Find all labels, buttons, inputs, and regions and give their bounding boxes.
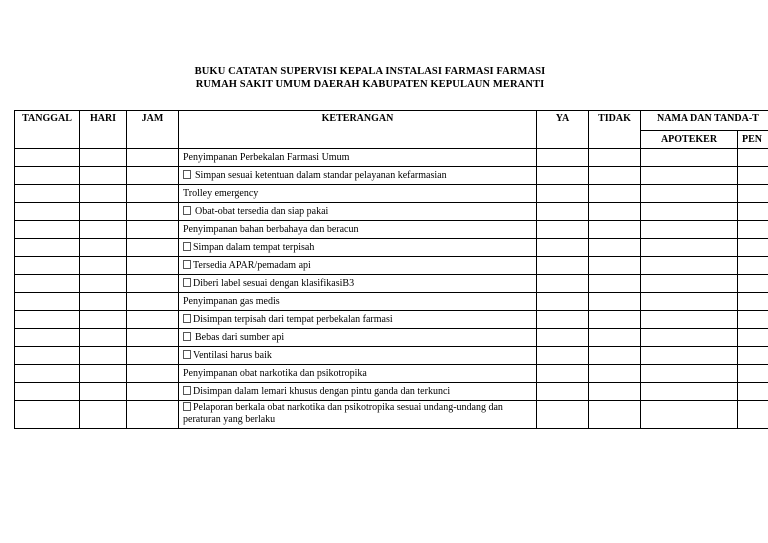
- keterangan-text: Diberi label sesuai dengan klasifikasiB3: [193, 278, 355, 289]
- tanggal-cell: [15, 257, 80, 275]
- keterangan-cell: [179, 257, 537, 275]
- header-tidak: TIDAK: [589, 111, 641, 149]
- apoteker-cell: [641, 185, 738, 203]
- jam-cell: [127, 347, 179, 365]
- pen-cell: [738, 275, 768, 293]
- tidak-cell: [589, 167, 641, 185]
- jam-cell: [127, 167, 179, 185]
- pen-cell: [738, 149, 768, 167]
- keterangan-text: Trolley emergency: [183, 188, 259, 199]
- tanggal-cell: [15, 149, 80, 167]
- tanggal-cell: [15, 383, 80, 401]
- tanggal-cell: [15, 239, 80, 257]
- jam-cell: [127, 185, 179, 203]
- ya-cell: [537, 347, 589, 365]
- pen-cell: [738, 185, 768, 203]
- table-row: [15, 167, 768, 185]
- pen-cell: [738, 221, 768, 239]
- apoteker-cell: [641, 167, 738, 185]
- keterangan-cell: [179, 293, 537, 311]
- ya-cell: [537, 329, 589, 347]
- header-nama-dan-tanda-tangan: NAMA DAN TANDA-T: [641, 111, 768, 131]
- header-keterangan: KETERANGAN: [179, 111, 537, 149]
- keterangan-cell: [179, 275, 537, 293]
- jam-cell: [127, 257, 179, 275]
- header-tanggal: TANGGAL: [15, 111, 80, 149]
- apoteker-cell: [641, 401, 738, 429]
- tanggal-cell: [15, 329, 80, 347]
- apoteker-cell: [641, 365, 738, 383]
- keterangan-text: Pelaporan berkala obat narkotika dan psikotropika sesuai undang-undang dan peraturan yang berlaku: [183, 402, 503, 425]
- hari-cell: [80, 203, 127, 221]
- checkbox-icon: [183, 242, 191, 251]
- pen-cell: [738, 383, 768, 401]
- jam-cell: [127, 293, 179, 311]
- checkbox-icon: [183, 260, 191, 269]
- tidak-cell: [589, 383, 641, 401]
- tidak-cell: [589, 311, 641, 329]
- tidak-cell: [589, 149, 641, 167]
- keterangan-cell: [179, 221, 537, 239]
- table-row: [15, 239, 768, 257]
- apoteker-cell: [641, 149, 738, 167]
- tanggal-cell: [15, 311, 80, 329]
- pen-cell: [738, 239, 768, 257]
- keterangan-text: Penyimpanan gas medis: [183, 296, 280, 307]
- table-row: [15, 293, 768, 311]
- tidak-cell: [589, 239, 641, 257]
- hari-cell: [80, 239, 127, 257]
- tanggal-cell: [15, 203, 80, 221]
- tidak-cell: [589, 365, 641, 383]
- checkbox-icon: [183, 206, 191, 215]
- hari-cell: [80, 185, 127, 203]
- hari-cell: [80, 347, 127, 365]
- table-row: [15, 149, 768, 167]
- tidak-cell: [589, 293, 641, 311]
- tidak-cell: [589, 275, 641, 293]
- ya-cell: [537, 311, 589, 329]
- table-row: [15, 383, 768, 401]
- hari-cell: [80, 329, 127, 347]
- ya-cell: [537, 275, 589, 293]
- table-body: [15, 149, 768, 429]
- jam-cell: [127, 383, 179, 401]
- table-row: [15, 311, 768, 329]
- tidak-cell: [589, 401, 641, 429]
- header-hari: HARI: [80, 111, 127, 149]
- keterangan-cell: [179, 203, 537, 221]
- jam-cell: [127, 239, 179, 257]
- pen-cell: [738, 293, 768, 311]
- hari-cell: [80, 149, 127, 167]
- tanggal-cell: [15, 401, 80, 429]
- tanggal-cell: [15, 347, 80, 365]
- keterangan-text: Obat-obat tersedia dan siap pakai: [195, 206, 329, 217]
- ya-cell: [537, 257, 589, 275]
- keterangan-text: Disimpan terpisah dari tempat perbekalan farmasi: [193, 314, 393, 325]
- keterangan-text: Penyimpanan obat narkotika dan psikotropika: [183, 368, 367, 379]
- apoteker-cell: [641, 275, 738, 293]
- header-ya: YA: [537, 111, 589, 149]
- pen-cell: [738, 257, 768, 275]
- tidak-cell: [589, 347, 641, 365]
- table-row: [15, 203, 768, 221]
- jam-cell: [127, 365, 179, 383]
- ya-cell: [537, 383, 589, 401]
- jam-cell: [127, 221, 179, 239]
- jam-cell: [127, 329, 179, 347]
- checkbox-icon: [183, 402, 191, 411]
- pen-cell: [738, 365, 768, 383]
- document-title-line-1: BUKU CATATAN SUPERVISI KEPALA INSTALASI FARMASI FARMASI: [194, 66, 546, 77]
- header-jam: JAM: [127, 111, 179, 149]
- keterangan-cell: [179, 239, 537, 257]
- apoteker-cell: [641, 311, 738, 329]
- document-title-line-2: RUMAH SAKIT UMUM DAERAH KABUPATEN KEPULAUN MERANTI: [195, 79, 545, 90]
- header-apoteker: APOTEKER: [641, 131, 738, 149]
- pen-cell: [738, 311, 768, 329]
- hari-cell: [80, 311, 127, 329]
- checkbox-icon: [183, 350, 191, 359]
- tidak-cell: [589, 185, 641, 203]
- apoteker-cell: [641, 383, 738, 401]
- ya-cell: [537, 365, 589, 383]
- tidak-cell: [589, 203, 641, 221]
- hari-cell: [80, 293, 127, 311]
- apoteker-cell: [641, 239, 738, 257]
- apoteker-cell: [641, 293, 738, 311]
- table-row: [15, 347, 768, 365]
- keterangan-text: Penyimpanan bahan berbahaya dan beracun: [183, 224, 359, 235]
- tanggal-cell: [15, 167, 80, 185]
- ya-cell: [537, 185, 589, 203]
- keterangan-cell: [179, 185, 537, 203]
- ya-cell: [537, 149, 589, 167]
- keterangan-cell: [179, 167, 537, 185]
- table-row: [15, 221, 768, 239]
- tanggal-cell: [15, 185, 80, 203]
- pen-cell: [738, 329, 768, 347]
- checkbox-icon: [183, 278, 191, 287]
- keterangan-text: Tersedia APAR/pemadam api: [193, 260, 311, 271]
- pen-cell: [738, 167, 768, 185]
- keterangan-text: Penyimpanan Perbekalan Farmasi Umum: [183, 152, 350, 163]
- ya-cell: [537, 221, 589, 239]
- keterangan-cell: [179, 329, 537, 347]
- ya-cell: [537, 293, 589, 311]
- jam-cell: [127, 275, 179, 293]
- jam-cell: [127, 401, 179, 429]
- keterangan-text: Simpan sesuai ketentuan dalam standar pelayanan kefarmasian: [195, 170, 447, 181]
- checkbox-icon: [183, 332, 191, 341]
- checkbox-icon: [183, 170, 191, 179]
- table-row: [15, 329, 768, 347]
- hari-cell: [80, 383, 127, 401]
- table-row: [15, 365, 768, 383]
- header-pen: PEN: [738, 131, 768, 149]
- table-row: [15, 401, 768, 429]
- jam-cell: [127, 311, 179, 329]
- keterangan-cell: [179, 365, 537, 383]
- ya-cell: [537, 167, 589, 185]
- apoteker-cell: [641, 347, 738, 365]
- ya-cell: [537, 401, 589, 429]
- hari-cell: [80, 401, 127, 429]
- keterangan-text: Bebas dari sumber api: [195, 332, 285, 343]
- tidak-cell: [589, 221, 641, 239]
- checkbox-icon: [183, 386, 191, 395]
- keterangan-cell: [179, 383, 537, 401]
- hari-cell: [80, 275, 127, 293]
- apoteker-cell: [641, 221, 738, 239]
- tanggal-cell: [15, 275, 80, 293]
- jam-cell: [127, 203, 179, 221]
- keterangan-text: Ventilasi harus baik: [193, 350, 272, 361]
- tanggal-cell: [15, 365, 80, 383]
- ya-cell: [537, 203, 589, 221]
- hari-cell: [80, 365, 127, 383]
- apoteker-cell: [641, 203, 738, 221]
- checkbox-icon: [183, 314, 191, 323]
- keterangan-cell: [179, 149, 537, 167]
- pen-cell: [738, 203, 768, 221]
- table-row: [15, 257, 768, 275]
- table-row: [15, 185, 768, 203]
- tidak-cell: [589, 329, 641, 347]
- keterangan-text: Simpan dalam tempat terpisah: [193, 242, 315, 253]
- keterangan-cell: [179, 347, 537, 365]
- ya-cell: [537, 239, 589, 257]
- hari-cell: [80, 221, 127, 239]
- supervision-table: [14, 110, 768, 429]
- pen-cell: [738, 347, 768, 365]
- keterangan-cell: [179, 401, 537, 429]
- tanggal-cell: [15, 293, 80, 311]
- tanggal-cell: [15, 221, 80, 239]
- keterangan-text: Disimpan dalam lemari khusus dengan pintu ganda dan terkunci: [193, 386, 451, 397]
- jam-cell: [127, 149, 179, 167]
- keterangan-cell: [179, 311, 537, 329]
- pen-cell: [738, 401, 768, 429]
- apoteker-cell: [641, 329, 738, 347]
- apoteker-cell: [641, 257, 738, 275]
- tidak-cell: [589, 257, 641, 275]
- hari-cell: [80, 167, 127, 185]
- table-row: [15, 275, 768, 293]
- hari-cell: [80, 257, 127, 275]
